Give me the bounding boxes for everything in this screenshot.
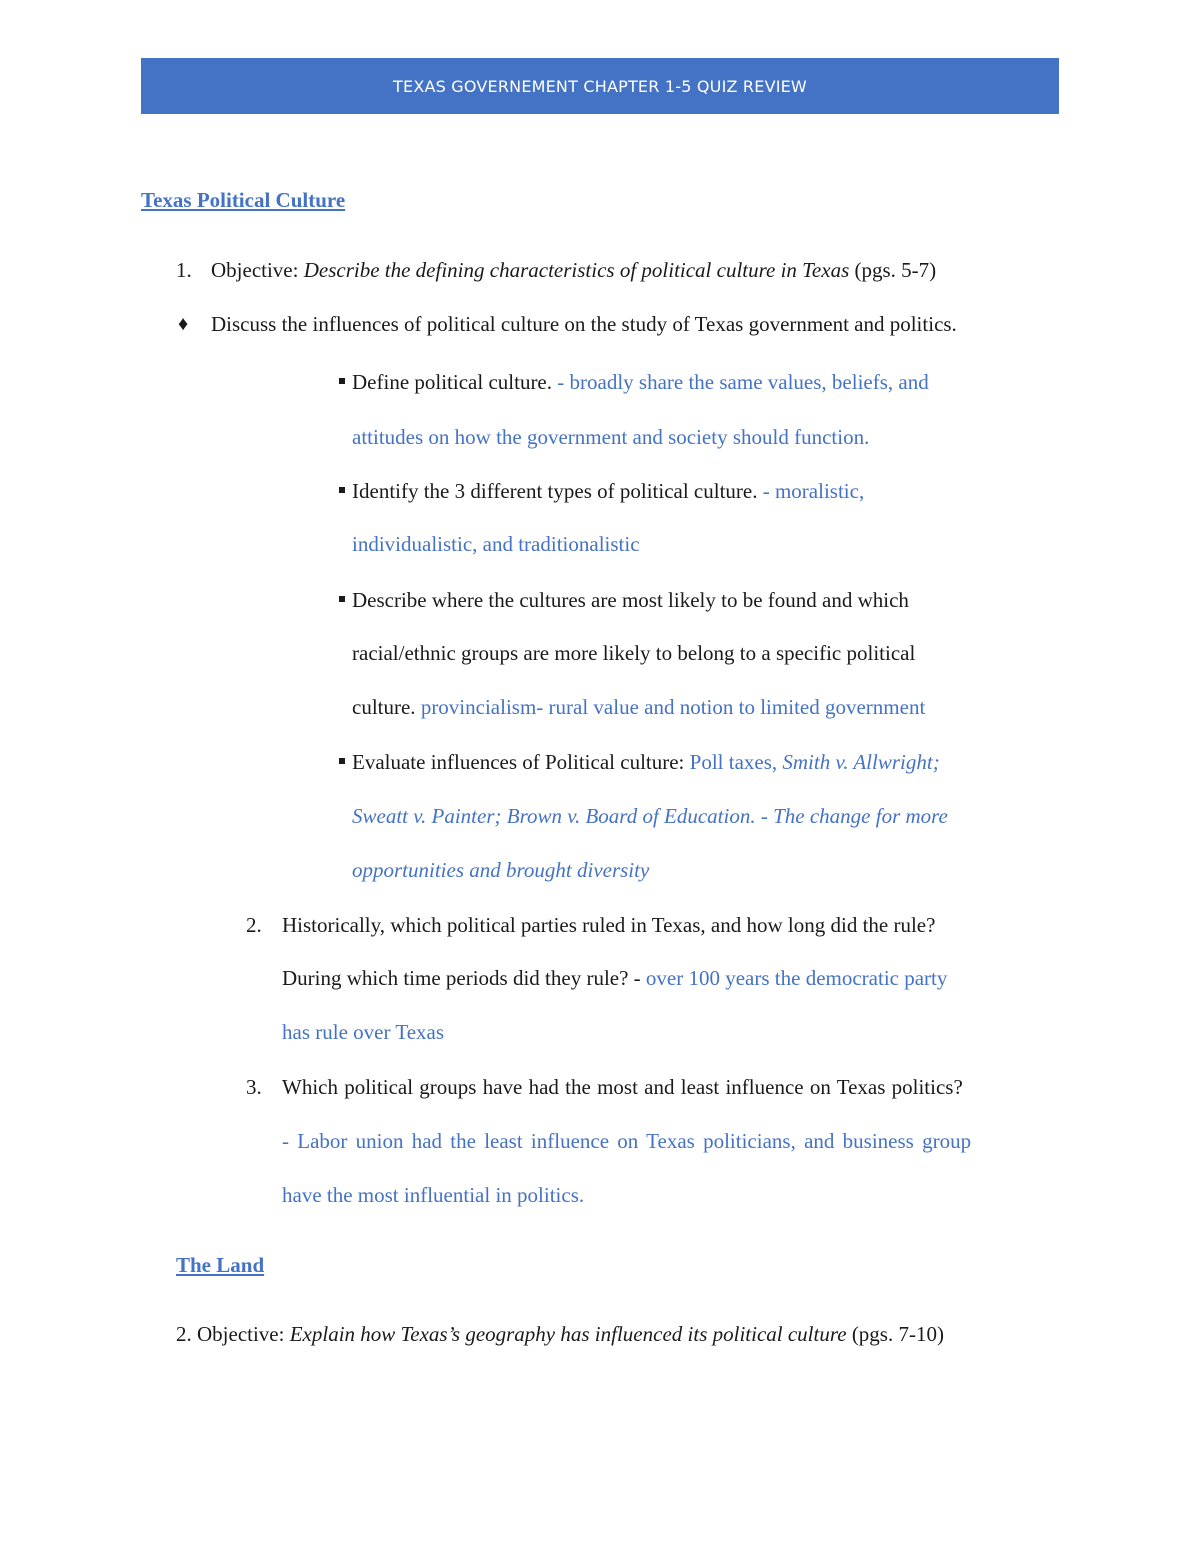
objective-2-text: Explain how Texas’s geography has influenced its political culture xyxy=(289,1322,847,1346)
question-2-number: 2. xyxy=(246,913,262,937)
objective-1 xyxy=(211,257,936,283)
bullet-3-line-3 xyxy=(352,694,925,720)
bullet-2-answer-line-2: individualistic, and traditionalistic xyxy=(352,532,640,556)
header-title: TEXAS GOVERNEMENT CHAPTER 1-5 QUIZ REVIEW xyxy=(393,76,807,96)
bullet-4-answer-line-3 xyxy=(352,857,649,883)
bullet-2-answer-line-1: - moralistic, xyxy=(762,479,865,503)
bullet-1-answer-line-1: - broadly share the same values, beliefs, and xyxy=(557,370,929,394)
square-bullet-icon xyxy=(339,758,345,764)
objective-2-number: 2. xyxy=(176,1322,197,1346)
question-3-line-1: Which political groups have had the most and least influence on Texas politics? xyxy=(282,1075,963,1099)
bullet-3-prompt-line-3: culture. xyxy=(352,695,421,719)
question-2-answer-line-2: has rule over Texas xyxy=(282,1020,445,1044)
question-3-answer-line-1: - Labor union had the least influence on Texas politicians, and business group xyxy=(282,1129,972,1153)
square-bullet-icon xyxy=(339,487,345,493)
bullet-4-answer-plain: Poll taxes, xyxy=(689,750,783,774)
bullet-1-answer-line-2: attitudes on how the government and society should function. xyxy=(352,425,870,449)
square-bullet-icon xyxy=(339,596,345,602)
diamond-item-text: Discuss the influences of political culture on the study of Texas government and politics. xyxy=(211,312,957,336)
bullet-3-prompt-line-2: racial/ethnic groups are more likely to belong to a specific political xyxy=(352,641,916,665)
question-2-line-2-text: During which time periods did they rule? - xyxy=(282,966,646,990)
objective-pages: (pgs. 5-7) xyxy=(849,258,937,282)
bullet-4-answer-line-3-text: opportunities and brought diversity xyxy=(352,858,650,882)
objective-2 xyxy=(176,1321,944,1347)
bullet-4-prompt: Evaluate influences of Political culture: xyxy=(352,750,690,774)
objective-2-label: Objective: xyxy=(197,1322,290,1346)
objective-2-pages: (pgs. 7-10) xyxy=(846,1322,944,1346)
bullet-3-answer: provincialism- rural value and notion to limited government xyxy=(420,695,926,719)
bullet-1-prompt: Define political culture. xyxy=(352,370,558,394)
objective-text: Describe the defining characteristics of political culture in Texas xyxy=(303,258,850,282)
bullet-4-answer-line-2-text: Sweatt v. Painter; Brown v. Board of Education. - The change for more xyxy=(352,804,948,828)
question-2-line-1: Historically, which political parties ruled in Texas, and how long did the rule? xyxy=(282,913,936,937)
bullet-4-answer-line-1: Smith v. Allwright; xyxy=(782,750,940,774)
bullet-4-line-1 xyxy=(352,749,940,775)
bullet-3-prompt-line-1: Describe where the cultures are most likely to be found and which xyxy=(352,588,909,612)
bullet-1-line-1 xyxy=(352,369,929,395)
question-2-line-2 xyxy=(282,965,947,991)
question-3-answer-line-2: have the most influential in politics. xyxy=(282,1183,585,1207)
bullet-2-line-1 xyxy=(352,478,864,504)
bullet-4-answer-line-2 xyxy=(352,803,948,829)
section-heading-texas-political-culture: Texas Political Culture xyxy=(141,188,346,212)
header-bar xyxy=(141,58,1059,114)
objective-1-number: 1. xyxy=(176,258,192,282)
bullet-2-prompt: Identify the 3 different types of political culture. xyxy=(352,479,763,503)
objective-label: Objective: xyxy=(211,258,304,282)
section-heading-the-land: The Land xyxy=(176,1253,265,1277)
square-bullet-icon xyxy=(339,378,345,384)
question-2-answer-line-1: over 100 years the democratic party xyxy=(645,966,948,990)
question-3-number: 3. xyxy=(246,1075,262,1099)
diamond-bullet-icon: ♦ xyxy=(178,313,189,335)
